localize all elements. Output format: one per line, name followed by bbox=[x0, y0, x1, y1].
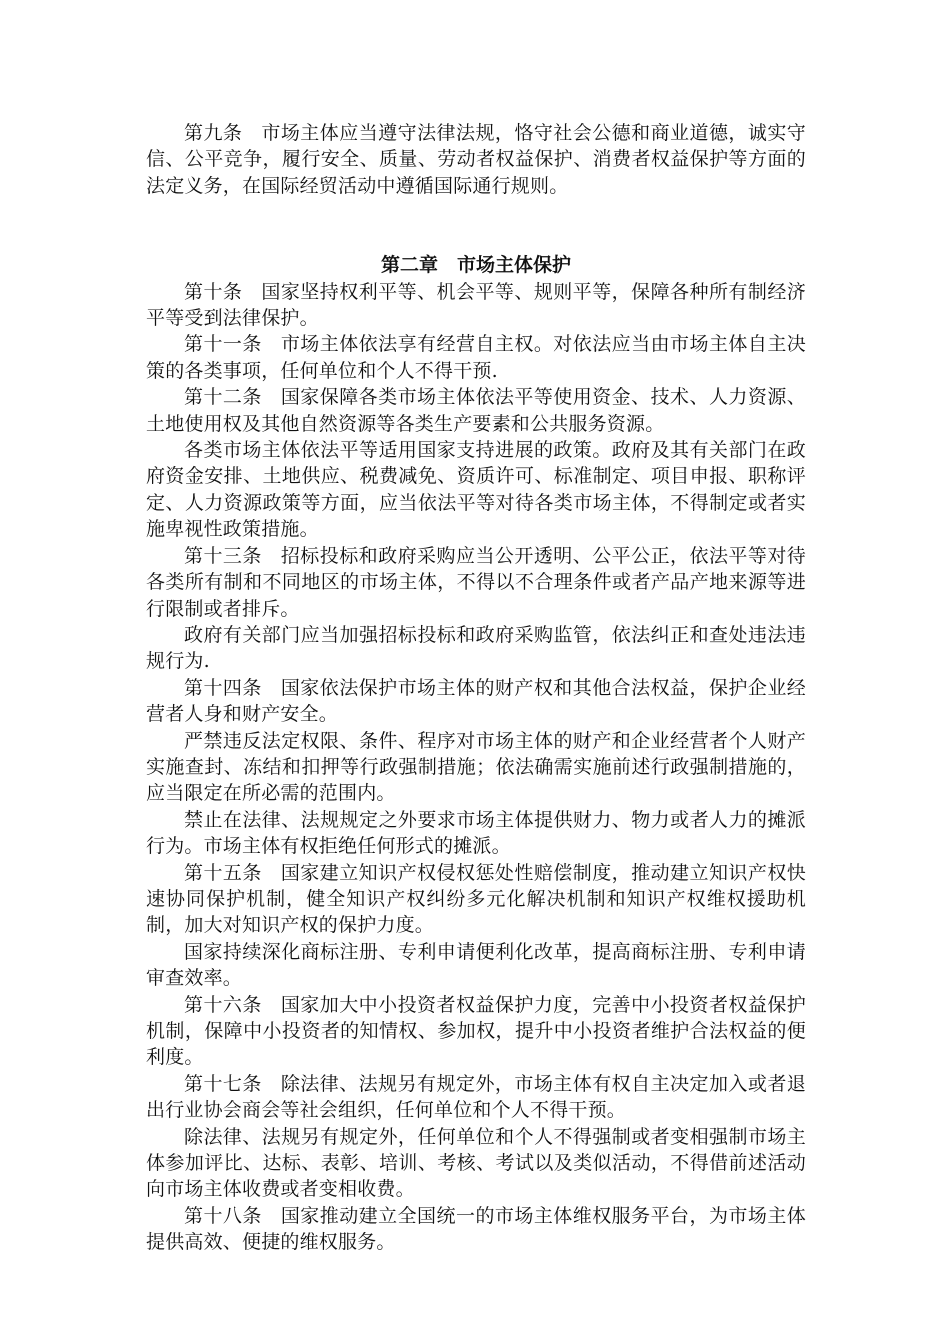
article-text: 禁止在法律、法规规定之外要求市场主体提供财力、物力或者人力的摊派行为。市场主体有权拒绝任何形式的摊派。 bbox=[146, 808, 806, 858]
article-title: 第十四条 bbox=[184, 676, 262, 699]
article-paragraph bbox=[146, 939, 806, 992]
article-paragraph bbox=[146, 1203, 806, 1256]
article-title: 第十七条 bbox=[184, 1072, 262, 1095]
article-text: 市场主体应当遵守法律法规，恪守社会公德和商业道德，诚实守信、公平竞争，履行安全、质量、劳动者权益保护、消费者权益保护等方面的法定义务，在国际经贸活动中遵循国际通行规则。 bbox=[146, 122, 806, 197]
article-text: 国家加大中小投资者权益保护力度，完善中小投资者权益保护机制，保障中小投资者的知情权、参加权，提升中小投资者维护合法权益的便利度。 bbox=[146, 993, 806, 1069]
article-9-paragraph bbox=[146, 120, 806, 199]
section-gap bbox=[146, 199, 806, 252]
article-text: 除法律、法规另有规定外，市场主体有权自主决定加入或者退出行业协会商会等社会组织，任何单位和个人不得干预。 bbox=[146, 1072, 806, 1122]
article-text: 国家保障各类市场主体依法平等使用资金、技术、人力资源、土地使用权及其他自然资源等各类生产要素和公共服务资源。 bbox=[146, 386, 806, 435]
article-paragraph bbox=[146, 1124, 806, 1203]
article-text: 市场主体依法享有经营自主权。对依法应当由市场主体自主决策的各类事项，任何单位和个人不得干预. bbox=[146, 333, 806, 382]
article-paragraph bbox=[146, 860, 806, 939]
article-paragraph bbox=[146, 1071, 806, 1124]
article-title: 第十二条 bbox=[184, 386, 262, 409]
article-title: 第十条 bbox=[184, 280, 243, 303]
article-paragraph bbox=[146, 543, 806, 622]
article-title: 第十八条 bbox=[184, 1204, 262, 1227]
article-paragraph bbox=[146, 331, 806, 384]
article-paragraph bbox=[146, 728, 806, 807]
article-paragraph bbox=[146, 622, 806, 675]
article-paragraph bbox=[146, 437, 806, 543]
article-title: 第九条 bbox=[184, 122, 243, 144]
article-text: 国家持续深化商标注册、专利申请便利化改革，提高商标注册、专利申请审查效率。 bbox=[146, 940, 806, 990]
article-title: 第十三条 bbox=[184, 544, 262, 567]
chapter-heading: 第二章 市场主体保护 bbox=[380, 254, 571, 277]
article-text: 各类市场主体依法平等适用国家支持进展的政策。政府及其有关部门在政府资金安排、土地供应、税费减免、资质许可、标准制定、项目申报、职称评定、人力资源政策等方面，应当依法平等对待各类市场主体，不得制定或者实施卑视性政策措施。 bbox=[146, 439, 806, 541]
article-list bbox=[146, 279, 806, 1256]
article-text: 招标投标和政府采购应当公开透明、公平公正，依法平等对待各类所有制和不同地区的市场主体，不得以不合理条件或者产品产地来源等进行限制或者排斥。 bbox=[146, 544, 806, 620]
article-title: 第十五条 bbox=[184, 861, 262, 884]
article-paragraph bbox=[146, 675, 806, 728]
article-text: 政府有关部门应当加强招标投标和政府采购监管，依法纠正和查处违法违规行为. bbox=[146, 623, 806, 673]
article-paragraph bbox=[146, 992, 806, 1071]
article-title: 第十六条 bbox=[184, 993, 262, 1016]
document-body bbox=[146, 120, 806, 1256]
article-paragraph bbox=[146, 279, 806, 332]
article-text: 国家依法保护市场主体的财产权和其他合法权益，保护企业经营者人身和财产安全。 bbox=[146, 676, 806, 726]
article-text: 国家建立知识产权侵权惩处性赔偿制度，推动建立知识产权快速协同保护机制，健全知识产权纠纷多元化解决机制和知识产权维权援助机制，加大对知识产权的保护力度。 bbox=[146, 861, 806, 937]
article-text: 国家推动建立全国统一的市场主体维权服务平台，为市场主体提供高效、便捷的维权服务。 bbox=[146, 1204, 806, 1254]
article-text: 严禁违反法定权限、条件、程序对市场主体的财产和企业经营者个人财产实施查封、冻结和扣押等行政强制措施；依法确需实施前述行政强制措施的，应当限定在所必需的范围内。 bbox=[146, 729, 806, 805]
article-paragraph bbox=[146, 807, 806, 860]
article-text: 除法律、法规另有规定外，任何单位和个人不得强制或者变相强制市场主体参加评比、达标、表彰、培训、考核、考试以及类似活动，不得借前述活动向市场主体收费或者变相收费。 bbox=[146, 1125, 806, 1201]
article-title: 第十一条 bbox=[184, 333, 262, 356]
article-text: 国家坚持权利平等、机会平等、规则平等，保障各种所有制经济平等受到法律保护。 bbox=[146, 280, 806, 330]
article-paragraph bbox=[146, 384, 806, 437]
